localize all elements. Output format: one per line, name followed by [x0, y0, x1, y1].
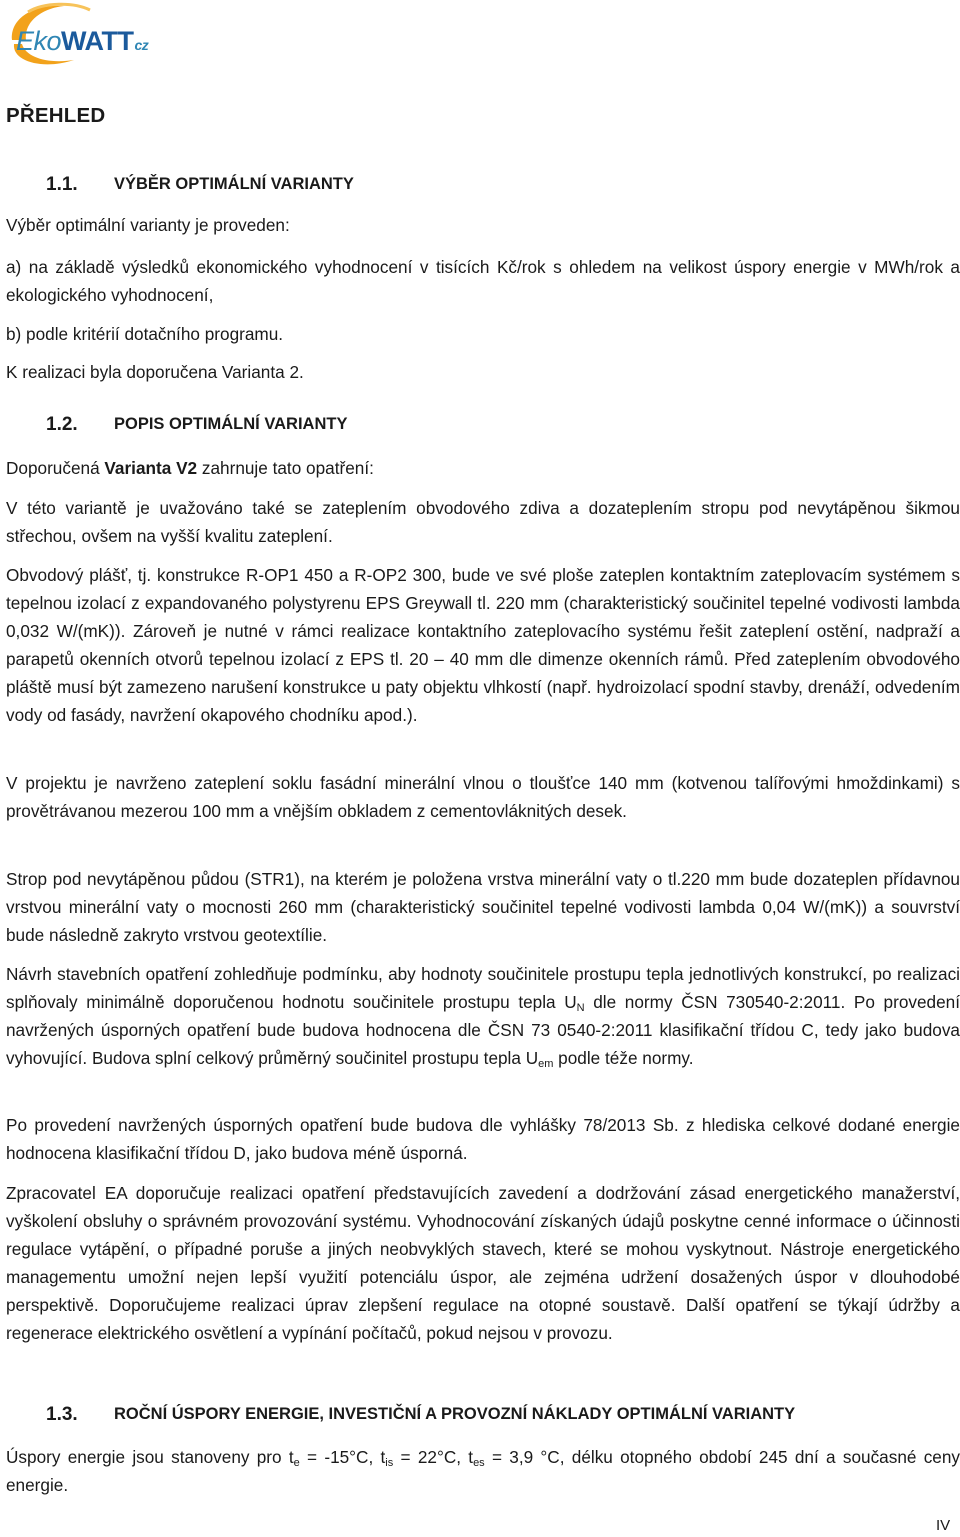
section-number: 1.2.: [46, 414, 78, 435]
variant-label: Varianta V2: [104, 458, 198, 478]
text-run: Doporučená: [6, 458, 105, 478]
section-title: POPIS OPTIMÁLNÍ VARIANTY: [114, 415, 348, 433]
subscript: e: [293, 1457, 300, 1469]
paragraph: a) na základě výsledků ekonomického vyhodnocení v tisících Kč/rok s ohledem na velikost úspory energie v MWh/rok a ekologického vyhodnocení,: [6, 257, 960, 305]
subscript: is: [385, 1457, 394, 1469]
text-run: Úspory energie jsou stanoveny pro t: [6, 1447, 294, 1467]
paragraph: b) podle kritérií dotačního programu.: [6, 324, 284, 344]
paragraph: Strop pod nevytápěnou půdou (STR1), na kterém je položena vrstva minerální vaty o tl.220 mm bude dozateplen přídavnou vrstvou minerální vaty o mocnosti 260 mm (charakteristický součinitel tepelné vodivosti lambda 0,04 W/(mK)) a souvrství bude následně zakryto vrstvou geotextílie.: [6, 869, 960, 945]
text-run: podle téže normy.: [553, 1048, 694, 1068]
text-run: zahrnuje tato opatření:: [197, 458, 374, 478]
section-number: 1.1.: [46, 174, 78, 195]
text-run: dle normy ČSN 730540-2:2011. Po provedení navržených úsporných opatření bude budova hodnocena dle ČSN 73 0540-2:2011 klasifikační třídou C, tedy jako budova vyhovující. Budova splní celkový průměrný součinitel prostupu tepla U: [6, 992, 960, 1068]
paragraph: [6, 454, 960, 482]
text-run: = -15°C, t: [299, 1447, 386, 1467]
paragraph: V projektu je navrženo zateplení soklu fasádní minerální vlnou o tloušťce 140 mm (kotvenou talířovými hmoždinkami) s provětrávanou mezerou 100 mm a vnějším obkladem z cementovláknitých desek.: [6, 773, 960, 821]
paragraph: Obvodový plášť, tj. konstrukce R-OP1 450 a R-OP2 300, bude ve své ploše zateplen kontaktním zateplovacím systémem s tepelnou izolací z expandovaného polystyrenu EPS Greywall tl. 220 mm (charakteristický součinitel tepelné vodivosti lambda 0,032 W/(mK)). Zároveň je nutné v rámci realizace kontaktního zateplovacího systému řešit zateplení ostění, nadpraží a parapetů okenních otvorů tepelnou izolací z EPS tl. 20 – 40 mm dle dimenze okenních rámů. Před zateplením obvodového pláště musí být zamezeno narušení konstrukce u paty objektu vlhkostí (např. hydroizolací spodní stavby, drenáží, odvedením vody od fasády, navržení okapového chodníku apod.).: [6, 565, 960, 725]
paragraph: V této variantě je uvažováno také se zateplením obvodového zdiva a dozateplením stropu pod nevytápěnou šikmou střechou, ovšem na vyšší kvalitu zateplení.: [6, 498, 960, 546]
logo-cz: cz: [134, 37, 149, 53]
page-number: IV: [936, 1517, 951, 1534]
page-title: PŘEHLED: [6, 104, 106, 127]
text-run: Návrh stavebních opatření zohledňuje podmínku, aby hodnoty součinitele prostupu tepla jednotlivých konstrukcí, po realizaci splňovaly minimálně doporučenou hodnotu součinitele prostupu tepla U: [6, 964, 960, 1012]
section-number: 1.3.: [46, 1404, 78, 1425]
paragraph: Po provedení navržených úsporných opatření bude budova dle vyhlášky 78/2013 Sb. z hlediska celkové dodané energie hodnocena klasifikační třídou D, jako budova méně úsporná.: [6, 1115, 960, 1163]
text-run: = 3,9 °C, délku otopného období 245 dní a současné ceny energie.: [6, 1447, 960, 1495]
subscript: es: [473, 1457, 485, 1469]
text-run: = 22°C, t: [393, 1447, 474, 1467]
paragraph: [6, 960, 960, 1072]
subscript: em: [538, 1058, 554, 1070]
paragraph: Zpracovatel EA doporučuje realizaci opatření představujících zavedení a dodržování zásad energetického manažerství, vyškolení obsluhy o správném provozování systému. Vyhodnocování získaných údajů poskytne cenné informace o účinnosti regulace vytápění, o případné poruše a jiných neobvyklých stavech, které se mohou vyskytnout. Nástroje energetického managementu umožní nejen lepší využití potenciálu úspor, ale zejména udržení dosažených úspor v dlouhodobé perspektivě. Doporučujeme realizaci úprav zlepšení regulace na otopné soustavě. Další opatření se týkají údržby a regenerace elektrického osvětlení a vypínání počítačů, pokud nejsou v provozu.: [6, 1183, 960, 1343]
paragraph: [6, 1443, 960, 1499]
logo-watt: WATT: [61, 26, 134, 56]
subscript: N: [576, 1002, 585, 1014]
paragraph: K realizaci byla doporučena Varianta 2.: [6, 362, 304, 382]
section-title: ROČNÍ ÚSPORY ENERGIE, INVESTIČNÍ A PROVOZNÍ NÁKLADY OPTIMÁLNÍ VARIANTY: [114, 1405, 796, 1423]
paragraph: Výběr optimální varianty je proveden:: [6, 215, 290, 235]
section-title: VÝBĚR OPTIMÁLNÍ VARIANTY: [114, 175, 354, 193]
ekowatt-logo: [4, 0, 194, 72]
logo-eko: Eko: [16, 26, 62, 56]
